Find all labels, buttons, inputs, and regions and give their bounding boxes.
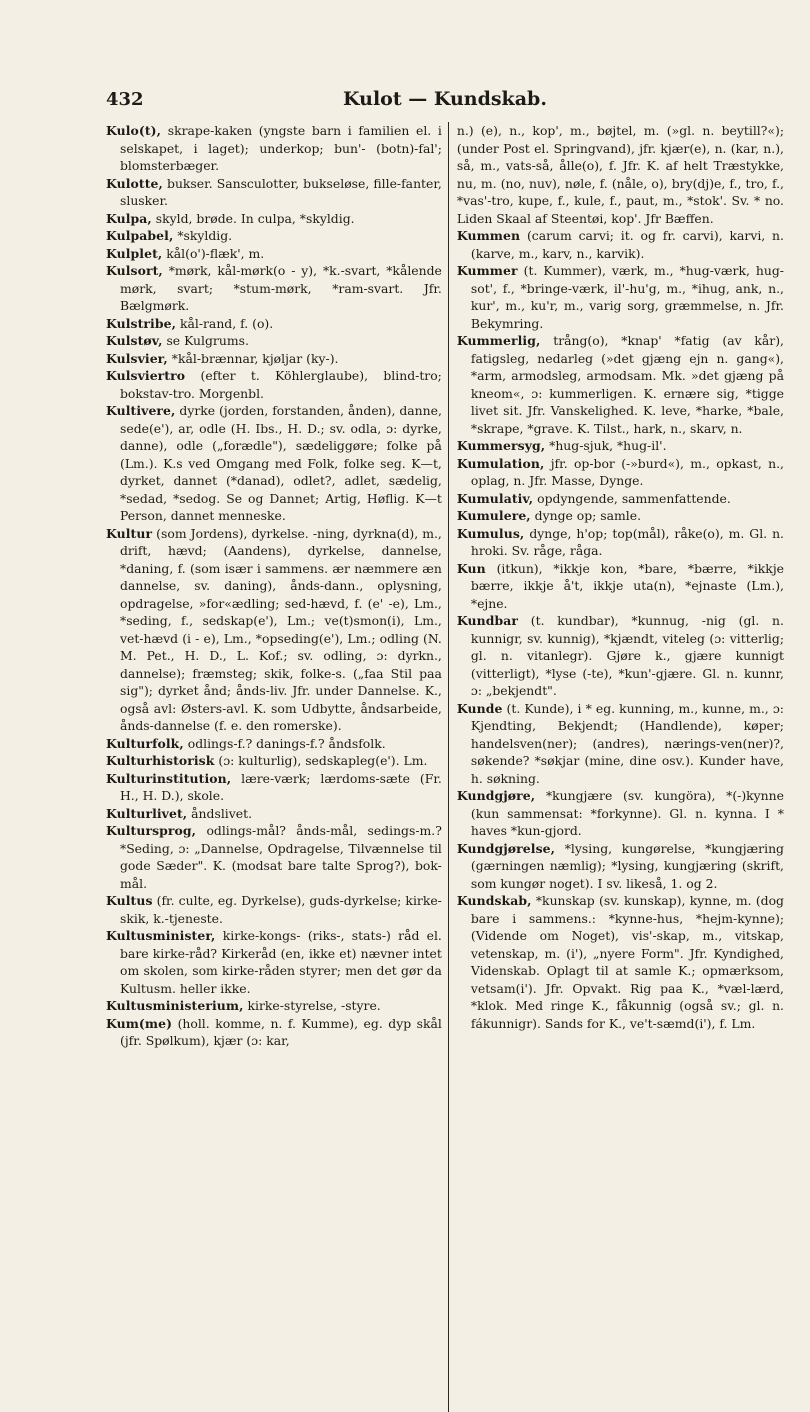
entry-headword: Kunde — [456, 700, 503, 716]
entry-definition: *hug-sjuk, *hug-il'. — [549, 438, 667, 453]
dictionary-entry — [457, 840, 784, 893]
page-header — [106, 88, 784, 118]
entry-headword: Kummer — [456, 263, 518, 278]
entry-headword: Kulo(t), — [106, 123, 162, 138]
entry-definition: (t. kundbar), *kunnug, -nig (gl. n. kunnigr, sv. kunnig), *kjændt, viteleg (ɔ: vitterlig; gl. n. vitanlegr). Gjøre k., gjære kunnigt (vitterligt), *lyse (-te), *kun'-gjære. Gl. n. kunnr, ɔ: „bekjendt". — [470, 613, 784, 698]
dictionary-entry — [106, 262, 442, 315]
entry-headword: Kundskab, — [456, 893, 532, 908]
entry-definition: (t. Kummer), værk, m., *hug-værk, hug-sot', f., *bringe-værk, il'-hu'g, m., *ihug, ank, n., kur', m., ku'r, m., varig sorg, græmmelse, n. Jfr. Bekymring. — [470, 263, 784, 331]
entry-definition: (efter t. Köhlerglaube), blind-tro; bokstav-tro. Morgenbl. — [120, 368, 442, 401]
dictionary-entry — [457, 437, 784, 455]
entry-definition: (holl. komme, n. f. Kumme), eg. dyp skål (jfr. Spølkum), kjær (ɔ: kar, — [120, 1015, 442, 1048]
entry-definition: kirke-styrelse, -styre. — [247, 998, 381, 1013]
entry-definition: bukser. Sansculotter, bukseløse, fille-fanter, slusker. — [120, 175, 442, 208]
entry-headword: Kultusministerium, — [106, 998, 244, 1013]
entry-definition: (fr. culte, eg. Dyrkelse), guds-dyrkelse; kirke-skik, k.-tjeneste. — [120, 893, 442, 926]
dictionary-entry — [106, 332, 442, 350]
dictionary-entry — [457, 332, 784, 437]
entry-headword: Kulsviertro — [106, 368, 186, 383]
entry-headword: Kulturlivet, — [106, 805, 188, 821]
entry-definition: *lysing, kungørelse, *kungjæring (gærningen næmlig); *lysing, kungjæring (skrift, som kungør noget). I sv. likeså, 1. og 2. — [470, 840, 784, 891]
entry-definition: (itkun), *ikkje kon, *bare, *bærre, *ikkje bærre, ikkje å't, ikkje uta(n), *ejnaste (Lm.), *ejne. — [470, 560, 784, 611]
entry-headword: Kulstribe, — [106, 315, 177, 331]
entry-definition: opdyngende, sammenfattende. — [537, 490, 731, 506]
entry-headword: Kummen — [456, 228, 521, 243]
entry-definition: *kål-brænnar, kjøljar (ky-). — [171, 350, 339, 366]
entry-headword: Kumulation, — [456, 455, 545, 471]
entry-headword: Kulpabel, — [106, 228, 174, 243]
entry-headword: Kulplet, — [106, 245, 163, 261]
entry-definition: dyrke (jorden, forstanden, ånden), danne, sede(e'), ar, odle (H. Ibs., H. D.; sv. odla, ɔ: dyrke, danne), odle („forædle"), sædeliggøre; folke på (Lm.). K.s ved Omgang med Folk, folke seg. K—t, dyrket, dannet (*danad), odlet?, adlet, sædelig, *sedad, *sedog. Se og Dannet; Artig, Høflig. K—t Person, dannet menneske. — [120, 403, 442, 523]
dictionary-entry — [457, 525, 784, 560]
entry-definition: *kunskap (sv. kunskap), kynne, m. (dog bare i sammens.: *kynne-hus, *hejm-kynne); (Vidende om Noget), vis'-skap, m., vitskap, vetenskap, m. (i'), „nyere Form". Jfr. Kyndighed, Videnskab. Oplagt til at samle K.; opmærksom, vetsam(i'). Jfr. Opvakt. Rig paa K., *væl-lærd, *klok. Med ringe K., fåkunnig (også sv.; gl. n. fákunnigr). Sands for K., ve't-sæmd(i'), f. Lm. — [470, 893, 784, 1031]
left-column — [106, 122, 448, 1412]
dictionary-entry — [106, 227, 442, 245]
entry-definition: kål-rand, f. (o). — [179, 315, 274, 331]
entry-definition: n.) (e), n., kop', m., bøjtel, m. (»gl. n. beytill?«); (under Post el. Springvand), jfr. kjær(e), n. (kar, n.), så, m., vats-så, ålle(o), f. Jfr. K. af helt Træstykke, nu, m. (no, nuv), nøle, f. (nåle, o), bry(dj)e, f., tro, f., *vas'-tro, kupe, f., kule, f., paut, m., *stok'. Sv. * no. Liden Skaal af Steentøi, kop'. Jfr Bæffen. — [456, 123, 784, 226]
entry-definition: kirke-kongs- (riks-, stats-) råd el. bare kirke-råd? Kirkeråd (en, ikke et) nævner intet om skolen, som kirke-råden styrer; men det gør da Kultusm. heller ikke. — [120, 928, 442, 996]
dictionary-entry — [106, 350, 442, 368]
entry-definition: (ɔ: kulturlig), sedskapleg(e'). Lm. — [218, 753, 428, 768]
entry-definition: odlings-mål? ånds-mål, sedings-m.? *Seding, ɔ: „Dannelse, Opdragelse, Tilvænnelse til gode Sæder". K. (modsat bare talte Sprog?), bok-mål. — [120, 823, 442, 891]
entry-headword: Kulotte, — [106, 175, 163, 191]
text-columns — [106, 122, 784, 1412]
entry-headword: Kultursprog, — [106, 823, 197, 838]
dictionary-entry — [106, 805, 442, 823]
dictionary-entry — [457, 507, 784, 525]
entry-headword: Kulsort, — [106, 263, 163, 278]
dictionary-entry — [106, 525, 442, 735]
dictionary-entry — [106, 210, 442, 228]
dictionary-entry — [106, 402, 442, 525]
entry-headword: Kulturhistorisk — [106, 753, 215, 768]
entry-headword: Kun — [456, 560, 486, 576]
dictionary-entry — [106, 822, 442, 892]
dictionary-entry — [457, 892, 784, 1032]
entry-headword: Kultusminister, — [106, 928, 216, 943]
entry-definition: åndslivet. — [191, 805, 253, 821]
running-title: Kulot — Kundskab. — [343, 88, 547, 110]
dictionary-entry — [457, 700, 784, 788]
dictionary-entry — [106, 735, 442, 753]
entry-definition: se Kulgrums. — [166, 333, 249, 348]
entry-headword: Kulsvier, — [106, 350, 168, 366]
dictionary-entry — [106, 245, 442, 263]
entry-definition: skyld, brøde. In culpa, *skyldig. — [155, 210, 355, 226]
entry-definition: *mørk, kål-mørk(o - y), *k.-svart, *kålende mørk, svart; *stum-mørk, *ram-svart. Jfr. Bælgmørk. — [120, 263, 442, 313]
entry-headword: Kulturfolk, — [106, 735, 184, 751]
entry-headword: Kultus — [106, 893, 153, 908]
dictionary-entry — [457, 262, 784, 332]
entry-definition: (som Jordens), dyrkelse. -ning, dyrkna(d), m., drift, hævd; (Aandens), dyrkelse, dannelse, *daning, f. (som især i sammens. ær næmmere æn dannelse, sv. daning), ånds-dann., oplysning, opdragelse, »for«ædling; sed-hævd, f. (e' -e), Lm., *seding, f., sedskap(e'), Lm.; ve(t)smon(i), Lm., vet-hævd (i - e), Lm., *opseding(e'), Lm.; odling (N. M. Pet., H. D., L. Kof.; sv. odling, ɔ: dyrkn., dannelse); fræmsteg; skik, folke-s. („faa Stil paa sig"); dyrket ånd; ånds-liv. Jfr. under Dannelse. K., også avl: Østers-avl. K. som Udbytte, åndsarbeide, ånds-dannelse (f. e. den romerske). — [120, 525, 442, 733]
entry-headword: Kundgjørelse, — [456, 840, 556, 856]
entry-headword: Kundgjøre, — [456, 788, 536, 803]
entry-definition: trång(o), *knap' *fatig (av kår), fatigsleg, nedarleg (»det gjæng ejn n. gang«), *arm, armodsleg, armodsam. Mk. »det gjæng på kneom«, ɔ: kummerligen. K. ernære sig, *tigge livet sit. Jfr. Vanskelighed. K. leve, *harke, *bale, *skrape, *grave. K. Tilst., hark, n., skarv, n. — [470, 333, 784, 436]
dictionary-entry — [457, 490, 784, 508]
entry-definition: odlings-f.? danings-f.? åndsfolk. — [187, 735, 386, 751]
entry-headword: Kulstøv, — [106, 333, 163, 348]
entry-headword: Kultur — [106, 525, 153, 541]
entry-headword: Kumulativ, — [456, 490, 534, 506]
entry-definition: kål(o')-flæk', m. — [166, 245, 265, 261]
dictionary-entry — [106, 892, 442, 927]
dictionary-entry — [106, 175, 442, 210]
dictionary-entry — [457, 455, 784, 490]
dictionary-entry — [457, 787, 784, 840]
entry-headword: Kumulere, — [456, 508, 531, 523]
entry-definition: skrape-kaken (yngste barn i familien el. i selskapet, i laget); underkop; bun'- (botn)-fal'; blomsterbæger. — [120, 123, 442, 173]
entry-headword: Kulturinstitution, — [106, 770, 232, 786]
dictionary-entry — [106, 997, 442, 1015]
entry-headword: Kummersyg, — [456, 438, 546, 453]
dictionary-entry — [106, 367, 442, 402]
entry-definition: jfr. op-bor (-»burd«), m., opkast, n., oplag, n. Jfr. Masse, Dynge. — [470, 455, 784, 488]
entry-headword: Kultivere, — [106, 403, 176, 418]
dictionary-entry — [457, 227, 784, 262]
entry-definition: *kungjære (sv. kungöra), *(-)kynne (kun sammensat: *forkynne). Gl. n. kynna. I * haves *kun-gjord. — [470, 788, 784, 838]
entry-headword: Kundbar — [456, 613, 518, 628]
dictionary-entry — [106, 752, 442, 770]
entry-definition: (carum carvi; it. og fr. carvi), karvi, n. (karve, m., karv, n., karvik). — [470, 228, 784, 261]
dictionary-entry — [106, 122, 442, 175]
entry-definition: (t. Kunde), i * eg. kunning, m., kunne, m., ɔ: Kjendting, Bekjendt; (Handlende), køper; handelsven(ner); (andres), nærings-ven(ner)?, søkende? *søkjar (mine, dine osv.). Kunder have, h. søkning. — [470, 700, 784, 786]
dictionary-entry — [457, 560, 784, 613]
entry-headword: Kum(me) — [106, 1015, 173, 1031]
dictionary-entry — [457, 122, 784, 227]
dictionary-entry — [106, 315, 442, 333]
entry-definition: *skyldig. — [177, 228, 233, 243]
entry-headword: Kummerlig, — [456, 333, 541, 348]
entry-definition: dynge op; samle. — [534, 508, 642, 523]
entry-definition: lære-værk; lærdoms-sæte (Fr. H., H. D.), skole. — [120, 770, 442, 803]
entry-headword: Kumulus, — [456, 525, 525, 541]
dictionary-entry — [106, 1015, 442, 1050]
page-number: 432 — [106, 89, 144, 110]
dictionary-entry — [457, 612, 784, 700]
entry-definition: dynge, h'op; top(mål), råke(o), m. Gl. n. hroki. Sv. råge, råga. — [470, 525, 784, 558]
dictionary-entry — [106, 927, 442, 997]
dictionary-entry — [106, 770, 442, 805]
entry-headword: Kulpa, — [106, 210, 152, 226]
right-column — [449, 122, 784, 1412]
